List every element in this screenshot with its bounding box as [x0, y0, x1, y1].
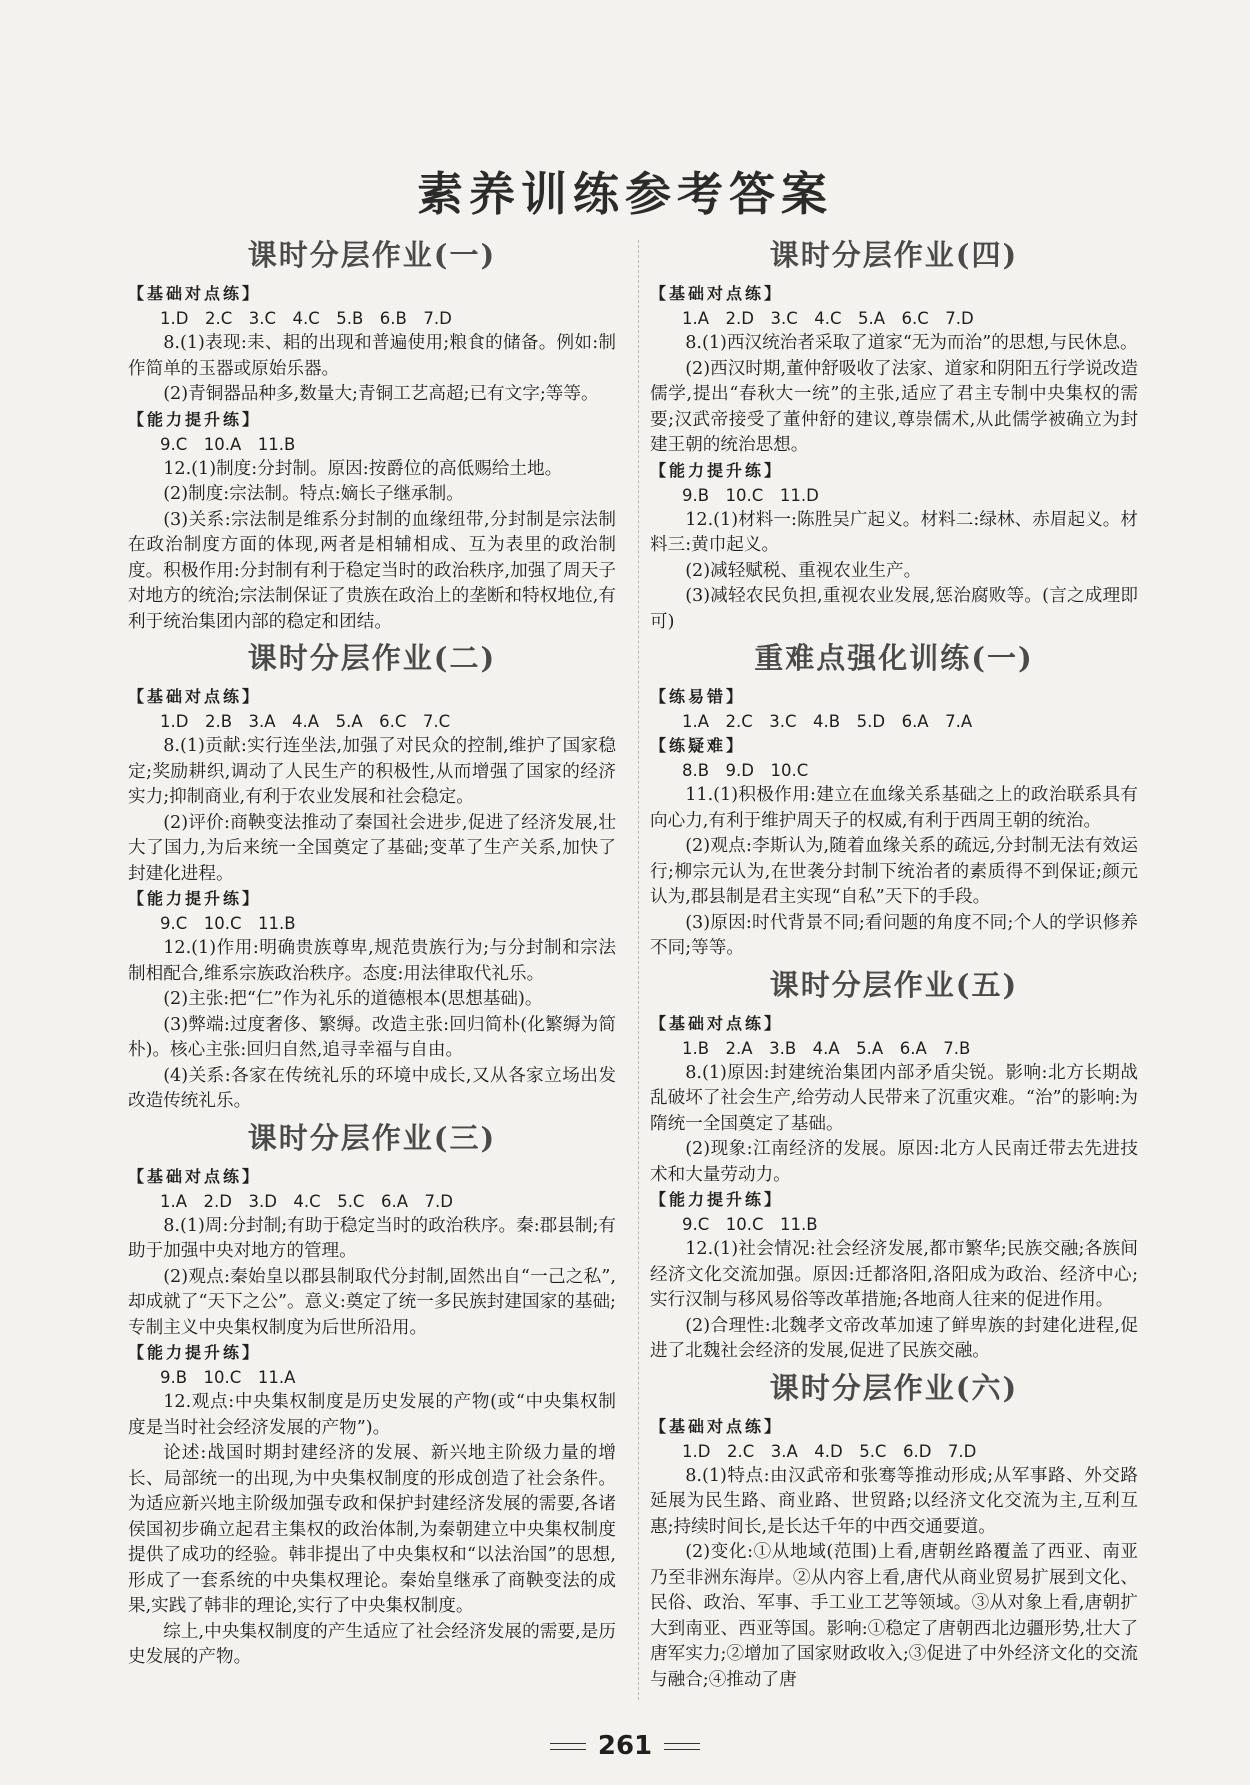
paragraph: 12.(1)制度:分封制。原因:按爵位的高低赐给土地。: [163, 458, 563, 479]
main-title: 素养训练参考答案: [417, 167, 833, 221]
paragraph: 12.观点:中央集权制度是历史发展的产物(或“中央集权制度是当时社会经济发展的产物”)。: [128, 1392, 616, 1438]
paragraph: (2)合理性:北魏孝文帝改革加速了鲜卑族的封建化进程,促进了北魏社会经济的发展,促进了民族交融。: [650, 1315, 1138, 1361]
answer-line: 1.B 2.A 3.B 4.A 5.A 6.A 7.B: [682, 1038, 971, 1058]
paragraph: (2)评价:商鞅变法推动了秦国社会进步,促进了经济发展,壮大了国力,为后来统一全国奠定了基础;变革了生产关系,加快了封建化进程。: [128, 812, 616, 884]
paragraph: (2)变化:①从地域(范围)上看,唐朝丝路覆盖了西亚、南亚乃至非洲东海岸。②从内容上看,唐代从商业贸易扩展到文化、民俗、政治、军事、手工业工艺等领域。③从对象上看,唐朝扩大到南亚、西亚等国。影响:①稳定了唐朝西北边疆形势,壮大了唐军实力;②增加了国家财政收入;③促进了中外经济文化的交流与融合;④推动了唐: [650, 1542, 1138, 1690]
paragraph: (2)现象:江南经济的发展。原因:北方人民南迁带去先进技术和大量劳动力。: [650, 1139, 1138, 1185]
paragraph: 8.(1)周:分封制;有助于稳定当时的政治秩序。秦:郡县制;有助于加强中央对地方的管理。: [128, 1215, 616, 1261]
section-7: [650, 1369, 1138, 1694]
answer-line: 9.B 10.C 11.A: [160, 1368, 296, 1387]
paragraph: 12.(1)社会情况:社会经济发展,都市繁华;民族交融;各族间经济文化交流加强。原因:迁都洛阳,洛阳成为政治、经济中心;实行汉制与移风易俗等改革措施;各地商人往来的促进作用。: [650, 1239, 1138, 1310]
subheading: 【练易错】: [650, 687, 746, 706]
paragraph: (4)关系:各家在传统礼乐的环境中成长,又从各家立场出发改造传统礼乐。: [128, 1065, 616, 1111]
answer-line: 1.D 2.B 3.A 4.A 5.A 6.C 7.C: [160, 712, 451, 731]
column-divider: [638, 240, 639, 1700]
subheading: 【基础对点练】: [128, 687, 262, 706]
subheading: 【能力提升练】: [650, 460, 784, 480]
section-1: [128, 236, 616, 635]
page-number: 261: [0, 1731, 1250, 1761]
subheading: 【基础对点练】: [650, 1013, 784, 1033]
section-title: 课时分层作业(四): [769, 238, 1019, 272]
paragraph: (2)青铜器品种多,数量大;青铜工艺高超;已有文字;等等。: [163, 384, 599, 404]
answer-line: 8.B 9.D 10.C: [682, 761, 809, 780]
section-title: 课时分层作业(二): [247, 641, 497, 675]
paragraph: 8.(1)表现:耒、耜的出现和普遍使用;粮食的储备。例如:制作简单的玉器或原始乐器。: [128, 333, 616, 379]
paragraph: (3)减轻农民负担,重视农业发展,惩治腐败等。(言之成理即可): [650, 586, 1138, 632]
paragraph: (3)弊端:过度奢侈、繁缛。改造主张:回归简朴(化繁缛为简朴)。核心主张:回归自然,追寻幸福与自由。: [128, 1014, 616, 1060]
answer-line: 9.C 10.C 11.B: [682, 1215, 818, 1234]
paragraph: 12.(1)材料一:陈胜吴广起义。材料二:绿林、赤眉起义。材料三:黄巾起义。: [650, 509, 1138, 555]
left-column: [128, 232, 616, 1671]
subheading: 【能力提升练】: [128, 409, 262, 429]
paragraph: 8.(1)贡献:实行连坐法,加强了对民众的控制,维护了国家稳定;奖励耕织,调动了人民生产的积极性,从而增强了国家的经济实力;抑制商业,有利于农业发展和社会稳定。: [128, 736, 616, 807]
subheading: 【基础对点练】: [128, 284, 262, 303]
section-3: [128, 1119, 616, 1671]
answer-line: 9.C 10.A 11.B: [160, 434, 296, 454]
paragraph: (2)西汉时期,董仲舒吸收了法家、道家和阴阳五行学说改造儒学,提出“春秋大一统”的主张,适应了君主专制中央集权的需要;汉武帝接受了董仲舒的建议,尊崇儒术,从此儒学被确立为封建王朝的统治思想。: [650, 358, 1138, 455]
paragraph: (2)观点:李斯认为,随着血缘关系的疏远,分封制无法有效运行;柳宗元认为,在世袭分封制下统治者的素质得不到保证;颜元认为,郡县制是君主实现“自私”天下的手段。: [650, 836, 1138, 907]
answer-line: 1.A 2.D 3.C 4.C 5.A 6.C 7.D: [682, 309, 974, 328]
paragraph: 8.(1)西汉统治者采取了道家“无为而治”的思想,与民休息。: [685, 333, 1138, 353]
subheading: 【基础对点练】: [128, 1166, 262, 1186]
section-title: 重难点强化训练(一): [754, 641, 1034, 675]
right-column: [650, 232, 1138, 1693]
subheading: 【基础对点练】: [650, 1416, 784, 1436]
paragraph: (3)关系:宗法制是维系分封制的血缘纽带,分封制是宗法制在政治制度方面的体现,两者是相辅相成、互为表里的政治制度。积极作用:分封制有利于稳定当时的政治秩序,加强了周天子对地方的统治;宗法制保证了贵族在政治上的垄断和特权地位,有利于统治集团内部的稳定和团结。: [128, 509, 616, 632]
section-4: [650, 236, 1138, 635]
answer-line: 9.B 10.C 11.D: [682, 485, 819, 505]
paragraph: 12.(1)作用:明确贵族尊卑,规范贵族行为;与分封制和宗法制相配合,维系宗族政治秩序。态度:用法律取代礼乐。: [128, 938, 616, 984]
paragraph: (2)观点:秦始皇以郡县制取代分封制,固然出自“一己之私”,却成就了“天下之公”。意义:奠定了统一多民族封建国家的基础;专制主义中央集权制度为后世所沿用。: [128, 1266, 616, 1338]
subheading: 【基础对点练】: [650, 284, 784, 303]
paragraph: (3)原因:时代背景不同;看问题的角度不同;个人的学识修养不同;等等。: [650, 912, 1138, 958]
paragraph: 11.(1)积极作用:建立在血缘关系基础之上的政治联系具有向心力,有利于维护周天子的权威,有利于西周王朝的统治。: [650, 785, 1138, 831]
paragraph: 8.(1)原因:封建统治集团内部矛盾尖锐。影响:北方长期战乱破坏了社会生产,给劳动人民带来了沉重灾难。“治”的影响:为隋统一全国奠定了基础。: [650, 1062, 1138, 1134]
section-2: [128, 639, 616, 1115]
section-title: 课时分层作业(六): [769, 1370, 1019, 1405]
paragraph: (2)主张:把“仁”作为礼乐的道德根本(思想基础)。: [163, 989, 543, 1009]
paragraph: (2)减轻赋税、重视农业生产。: [685, 560, 922, 581]
answer-line: 1.D 2.C 3.A 4.D 5.C 6.D 7.D: [682, 1441, 977, 1461]
paragraph: (2)制度:宗法制。特点:嫡长子继承制。: [163, 484, 464, 504]
subheading: 【能力提升练】: [650, 1190, 784, 1209]
subheading: 【练疑难】: [650, 736, 746, 755]
section-title: 课时分层作业(一): [247, 238, 497, 272]
subheading: 【能力提升练】: [128, 1343, 262, 1362]
answer-line: 9.C 10.C 11.B: [160, 914, 296, 933]
answer-line: 1.D 2.C 3.C 4.C 5.B 6.B 7.D: [160, 309, 452, 328]
paragraph: 论述:战国时期封建经济的发展、新兴地主阶级力量的增长、局部统一的出现,为中央集权制度的形成创造了社会条件。为适应新兴地主阶级加强专政和保护封建经济发展的需要,各诸侯国初步确立起君主集权的政治体制,为秦朝建立中央集权制度提供了成功的经验。韩非提出了中央集权和“以法治国”的思想,形成了一套系统的中央集权理论。秦始皇继承了商鞅变法的成果,实践了韩非的理论,实行了中央集权制度。: [128, 1443, 616, 1616]
paragraph: 8.(1)特点:由汉武帝和张骞等推动形成;从军事路、外交路延展为民生路、商业路、世贸路;以经济文化交流为主,互利互惠;持续时间长,是长达千年的中西交通要道。: [650, 1465, 1138, 1537]
section-5: [650, 639, 1138, 962]
section-title: 课时分层作业(五): [769, 967, 1019, 1002]
answer-line: 1.A 2.C 3.C 4.B 5.D 6.A 7.A: [682, 712, 973, 731]
answer-line: 1.A 2.D 3.D 4.C 5.C 6.A 7.D: [160, 1191, 453, 1211]
section-6: [650, 966, 1138, 1365]
paragraph: 综上,中央集权制度的产生适应了社会经济发展的需要,是历史发展的产物。: [128, 1621, 616, 1667]
section-title: 课时分层作业(三): [247, 1120, 497, 1155]
subheading: 【能力提升练】: [128, 889, 262, 908]
